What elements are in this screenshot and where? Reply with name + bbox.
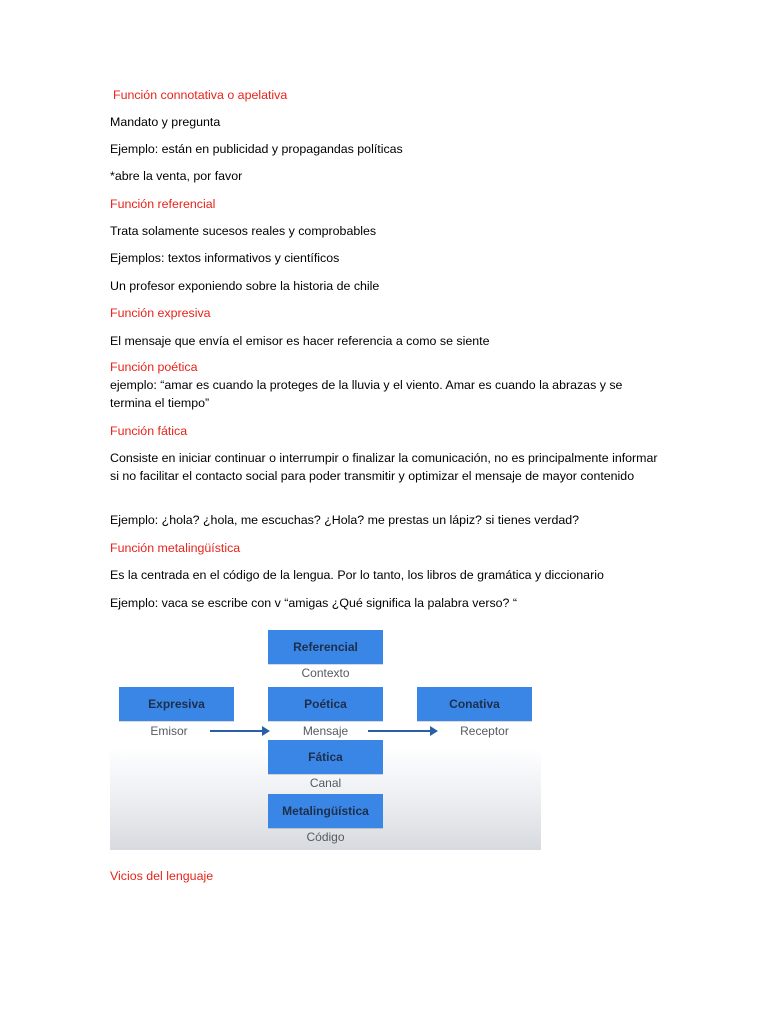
label-codigo: Código [306,830,345,844]
box-expresiva: Expresiva [119,687,234,721]
box-metalinguistica: Metalingüística [268,794,383,828]
label-contexto: Contexto [301,666,350,680]
text-line: Ejemplo: vaca se escribe con v “amigas ¿Qué significa la palabra verso? “ [110,596,518,610]
text-paragraph: Consiste en iniciar continuar o interrumpir o finalizar la comunicación, no es principalmente informar si no facilitar el contacto social para poder transmitir y optimizar el mensaje de mayor contenido [110,451,658,483]
text-line: El mensaje que envía el emisor es hacer referencia a como se siente [110,334,490,348]
text-line: Ejemplo: están en publicidad y propagandas políticas [110,142,403,156]
text-line: Ejemplos: textos informativos y científicos [110,251,340,265]
text-line: Un profesor exponiendo sobre la historia de chile [110,279,380,293]
box-fatica: Fática [268,740,383,774]
heading-fatica: Función fática [110,424,188,438]
heading-poetica: Función poética [110,360,198,374]
arrow-mensaje-to-receptor [366,724,440,738]
label-mensaje: Mensaje [302,724,349,738]
label-receptor: Receptor [460,724,509,738]
box-referencial: Referencial [268,630,383,664]
heading-referencial: Función referencial [110,197,216,211]
heading-metalinguistica: Función metalingüística [110,541,241,555]
box-conativa: Conativa [417,687,532,721]
heading-connotativa: Función connotativa o apelativa [113,88,288,102]
heading-expresiva: Función expresiva [110,306,211,320]
arrow-emisor-to-mensaje [206,724,272,738]
box-poetica: Poética [268,687,383,721]
label-emisor: Emisor [150,724,188,738]
text-line: Mandato y pregunta [110,115,221,129]
text-line: Trata solamente sucesos reales y comprobables [110,224,377,238]
label-canal: Canal [309,776,342,790]
language-functions-diagram [110,622,541,850]
text-line: Ejemplo: ¿hola? ¿hola, me escuchas? ¿Hola? me prestas un lápiz? si tienes verdad? [110,513,580,527]
text-line: Es la centrada en el código de la lengua. Por lo tanto, los libros de gramática y diccionario [110,568,604,582]
text-paragraph: ejemplo: “amar es cuando la proteges de la lluvia y el viento. Amar es cuando la abrazas y se termina el tiempo” [110,378,623,410]
text-line: *abre la venta, por favor [110,169,243,183]
heading-vicios: Vicios del lenguaje [110,869,214,883]
